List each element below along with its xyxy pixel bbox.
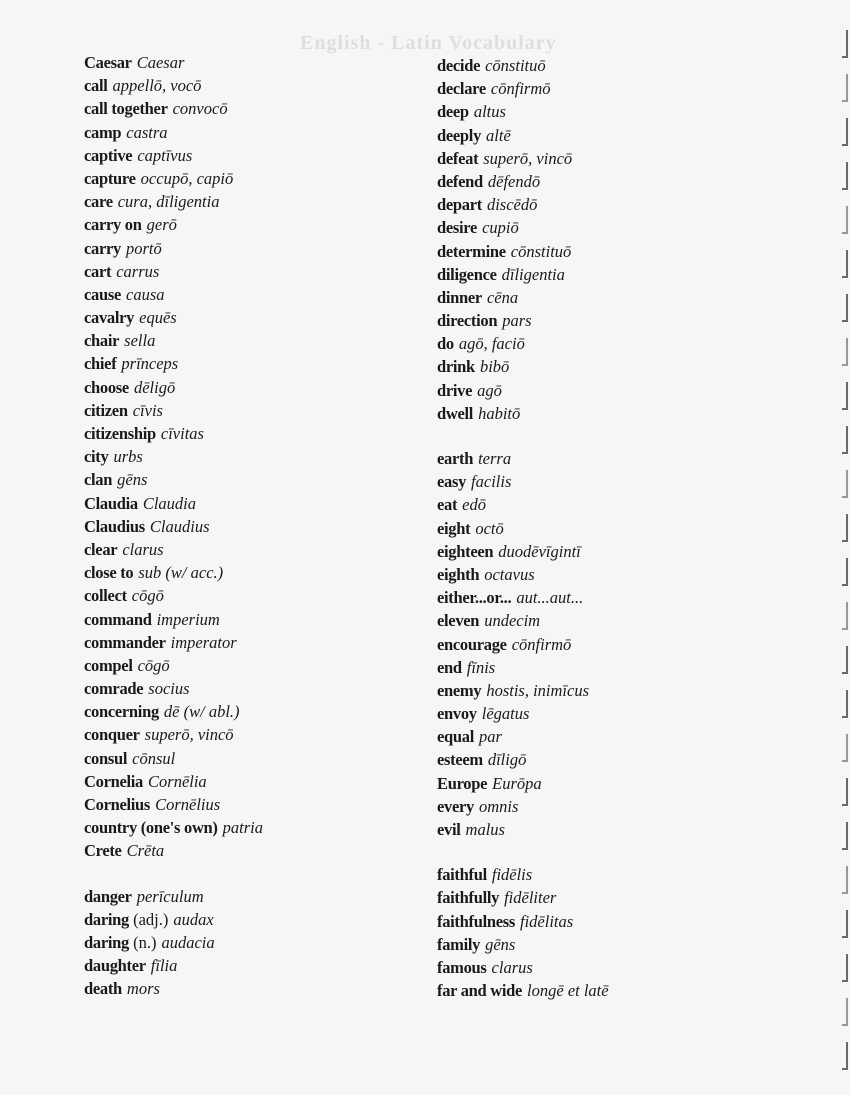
vocab-entry [84,74,263,97]
vocab-entry [437,933,609,956]
english-word: drive [437,380,473,400]
english-word: citizenship [84,424,156,443]
vocab-entry [437,586,609,609]
latin-translation: imperator [170,632,237,652]
latin-translation: fidēlitas [520,911,574,931]
english-word: determine [437,241,506,261]
english-word: citizen [84,400,128,420]
english-word: eleven [437,611,480,631]
vocab-entry [84,631,263,654]
right-column [437,54,609,1002]
latin-translation: Claudia [142,493,197,513]
vocab-entry [437,863,609,886]
latin-translation: undecim [484,611,541,631]
english-word: do [437,334,454,354]
english-word: conquer [84,725,140,745]
english-word: chair [84,331,120,351]
vocab-entry [437,332,609,355]
vocab-entry [84,167,263,190]
binding-edge-marks [830,0,850,1095]
latin-translation: equēs [139,308,177,328]
vocab-entry [437,193,609,216]
edge-mark [842,734,848,762]
vocab-entry [84,793,263,816]
vocab-entry [84,584,263,607]
latin-translation: cīvis [132,400,163,420]
latin-translation: aut...aut... [516,588,584,608]
latin-translation: bibō [479,357,510,377]
edge-mark [842,514,848,542]
english-word: declare [437,79,486,99]
english-word: eighth [437,564,480,584]
vocab-entry [437,748,609,771]
latin-translation: superō, vincō [483,148,573,168]
latin-translation: imperium [156,609,220,629]
english-word: carry [84,238,121,258]
vocab-entry [437,124,609,147]
english-word: esteem [437,750,483,770]
english-word: defend [437,171,483,191]
vocab-entry [437,493,609,516]
vocab-entry [84,445,263,468]
edge-mark [842,30,848,58]
latin-translation: omnis [478,796,519,816]
latin-translation: fidēlis [491,865,533,885]
latin-translation: cura, dīligentia [117,192,220,212]
edge-mark [842,602,848,630]
english-word: every [437,796,474,816]
edge-mark [842,118,848,146]
edge-mark [842,998,848,1026]
vocab-entry [437,818,609,841]
english-word: clan [84,470,113,490]
part-of-speech: (adj.) [133,909,169,929]
edge-mark [842,910,848,938]
latin-translation: cōnsul [132,748,176,768]
vocab-entry [84,977,263,1000]
english-word: comrade [84,679,144,699]
english-word: captive [84,145,133,165]
english-word: daring [84,932,129,952]
edge-mark [842,778,848,806]
english-word: envoy [437,704,477,724]
english-word: faithfully [437,888,500,908]
latin-translation: cōgō [137,655,170,675]
english-word: famous [437,957,487,977]
vocab-entry [437,725,609,748]
vocab-entry [84,237,263,260]
english-word: choose [84,377,129,397]
english-word: commander [84,632,166,652]
vocab-entry [437,563,609,586]
latin-translation: facilis [471,472,512,492]
vocab-entry [84,515,263,538]
edge-mark [842,558,848,586]
latin-translation: clarus [122,539,164,559]
latin-translation: castra [126,122,168,142]
latin-translation: cōnfirmō [490,79,551,99]
english-word: command [84,609,152,629]
latin-translation: Caesar [136,53,185,72]
english-word: encourage [437,634,507,654]
english-word: deeply [437,125,482,145]
english-word: chief [84,354,117,374]
part-of-speech: (n.) [133,932,157,952]
vocab-entry [437,470,609,493]
vocab-entry [437,379,609,402]
vocab-entry [437,447,609,470]
english-word: earth [437,449,474,468]
vocab-entry [437,633,609,656]
latin-translation: occupō, capiō [140,168,234,188]
english-word: either...or... [437,588,512,608]
latin-translation: cēna [486,287,519,307]
vocab-entry [437,54,609,77]
vocab-entry [437,170,609,193]
edge-mark [842,250,848,278]
english-word: concerning [84,702,159,722]
latin-translation: cōgō [131,586,164,606]
vocab-entry [437,772,609,795]
english-word: easy [437,472,467,492]
vocab-entry [84,492,263,515]
latin-translation: hostis, inimīcus [486,680,590,700]
english-word: eighteen [437,541,494,561]
english-word: diligence [437,264,497,284]
latin-translation: fīnis [466,657,496,677]
latin-translation: Cornēlia [148,771,207,791]
latin-translation: cōnstituō [510,241,572,261]
edge-mark [842,954,848,982]
edge-mark [842,690,848,718]
vocab-entry [84,51,263,74]
english-word: faithfulness [437,911,515,931]
vocab-entry [84,97,263,120]
bleed-through-title: English - Latin Vocabulary [300,32,557,54]
vocab-entry [84,839,263,862]
latin-translation: edō [462,495,486,515]
english-word: capture [84,168,136,188]
vocab-entry [437,609,609,632]
english-word: call together [84,99,168,119]
vocab-entry [437,240,609,263]
vocab-entry [84,608,263,631]
english-word: Claudius [84,516,145,536]
english-word: evil [437,820,461,839]
edge-mark [842,866,848,894]
latin-translation: altus [473,102,506,122]
vocab-entry [84,931,263,954]
vocab-entry [84,329,263,352]
edge-mark [842,1042,848,1070]
latin-translation: cōnfirmō [511,634,572,654]
vocab-entry [84,654,263,677]
english-word: Cornelia [84,771,144,791]
vocab-entry [437,886,609,909]
vocab-entry [84,144,263,167]
english-word: call [84,76,108,96]
english-word: daughter [84,956,146,976]
vocab-entry [437,355,609,378]
vocab-entry [437,100,609,123]
latin-translation: lēgatus [481,704,530,724]
latin-translation: fīlia [150,956,178,976]
latin-translation: convocō [172,99,228,119]
latin-translation: terra [478,449,512,468]
latin-translation: Claudius [149,516,210,536]
english-word: dwell [437,403,474,423]
latin-translation: Cornēlius [155,795,221,814]
english-word: dinner [437,287,482,307]
vocab-entry [84,468,263,491]
english-word: drink [437,357,475,377]
english-word: eight [437,518,471,538]
vocab-entry [84,352,263,375]
vocab-entry [437,286,609,309]
latin-translation: sella [124,331,156,351]
edge-mark [842,162,848,190]
english-word: cavalry [84,308,135,328]
english-word: carry on [84,215,142,235]
english-word: care [84,192,113,212]
edge-mark [842,822,848,850]
latin-translation: prīnceps [121,354,179,374]
english-word: cause [84,284,121,304]
latin-translation: dēfendō [487,171,541,191]
english-word: family [437,934,481,954]
latin-translation: perīculum [136,886,204,906]
vocab-entry [437,679,609,702]
vocab-entry [84,422,263,445]
vocab-entry [437,540,609,563]
latin-translation: gēns [117,470,148,490]
english-word: cart [84,261,112,281]
latin-translation: clarus [491,957,533,977]
vocab-entry [437,216,609,239]
vocab-entry [437,702,609,725]
latin-translation: Crēta [126,841,165,861]
english-word: Caesar [84,53,132,72]
latin-translation: gerō [146,215,177,235]
english-word: compel [84,655,133,675]
english-word: Claudia [84,493,138,513]
vocab-entry [437,77,609,100]
vocab-entry [437,263,609,286]
latin-translation: mors [126,979,160,999]
vocab-entry [437,309,609,332]
english-word: decide [437,56,481,75]
edge-mark [842,470,848,498]
latin-translation: malus [465,820,505,839]
latin-translation: dīligō [487,750,527,770]
vocab-entry [84,121,263,144]
edge-mark [842,382,848,410]
vocab-entry [84,677,263,700]
vocab-entry [437,956,609,979]
english-word: direction [437,311,498,331]
latin-translation: pars [502,311,532,331]
latin-translation: urbs [113,447,143,467]
latin-translation: habitō [478,403,521,423]
vocab-entry [84,283,263,306]
english-word: eat [437,495,458,515]
english-word: equal [437,727,475,747]
latin-translation: octō [475,518,504,538]
english-word: clear [84,539,118,559]
english-word: close to [84,563,134,583]
latin-translation: audacia [161,932,215,952]
vocab-entry [84,561,263,584]
latin-translation: dē (w/ abl.) [163,702,240,722]
edge-mark [842,206,848,234]
english-word: collect [84,586,127,606]
vocab-entry [437,656,609,679]
latin-translation: superō, vincō [144,725,234,745]
vocab-entry [84,747,263,770]
vocab-entry [84,885,263,908]
english-word: enemy [437,680,482,700]
edge-mark [842,74,848,102]
latin-translation: causa [126,284,165,304]
latin-translation: appellō, vocō [112,76,202,96]
english-word: far and wide [437,981,523,1001]
latin-translation: dīligentia [501,264,565,284]
vocab-entry [84,770,263,793]
latin-translation: dēligō [133,377,176,397]
english-word: Cornelius [84,795,151,814]
english-word: country (one's own) [84,818,218,838]
latin-translation: patria [222,818,263,838]
vocab-entry [84,306,263,329]
vocab-entry [437,910,609,933]
english-word: faithful [437,865,487,885]
vocab-entry [84,538,263,561]
english-word: consul [84,748,128,768]
latin-translation: gēns [485,934,516,954]
english-word: death [84,979,122,999]
latin-translation: Eurōpa [492,773,542,793]
latin-translation: socius [148,679,190,699]
latin-translation: agō [477,380,502,400]
english-word: deep [437,102,469,122]
vocab-entry [84,723,263,746]
edge-mark [842,646,848,674]
latin-translation: duodēvīgintī [498,541,581,561]
left-column [84,51,263,1001]
vocab-entry [437,517,609,540]
latin-translation: cōnstituō [485,56,546,75]
latin-translation: discēdō [486,195,538,215]
latin-translation: agō, faciō [458,334,525,354]
latin-translation: octavus [484,564,535,584]
edge-mark [842,338,848,366]
vocab-entry [84,190,263,213]
latin-translation: fidēliter [504,888,557,908]
english-word: danger [84,886,132,906]
english-word: Crete [84,841,122,861]
vocab-entry [437,979,609,1002]
english-word: end [437,657,462,677]
latin-translation: carrus [116,261,160,281]
english-word: desire [437,218,478,238]
english-word: depart [437,195,482,215]
edge-mark [842,426,848,454]
latin-translation: portō [125,238,162,258]
vocab-entry [437,795,609,818]
vocab-entry [84,376,263,399]
english-word: city [84,447,109,467]
latin-translation: altē [486,125,511,145]
latin-translation: cīvitas [160,424,204,443]
english-word: daring [84,909,129,929]
vocab-entry [84,908,263,931]
vocab-entry [84,399,263,422]
latin-translation: audax [173,909,214,929]
latin-translation: cupiō [482,218,519,238]
english-word: camp [84,122,122,142]
english-word: defeat [437,148,479,168]
vocab-entry [437,147,609,170]
latin-translation: par [479,727,502,747]
vocab-entry [84,700,263,723]
english-word: Europe [437,773,488,793]
vocab-entry [84,260,263,283]
latin-translation: longē et latē [527,981,609,1001]
latin-translation: sub (w/ acc.) [138,563,224,583]
vocab-entry [84,954,263,977]
latin-translation: captīvus [137,145,193,165]
vocab-entry [84,816,263,839]
vocab-entry [84,213,263,236]
edge-mark [842,294,848,322]
vocab-entry [437,402,609,425]
